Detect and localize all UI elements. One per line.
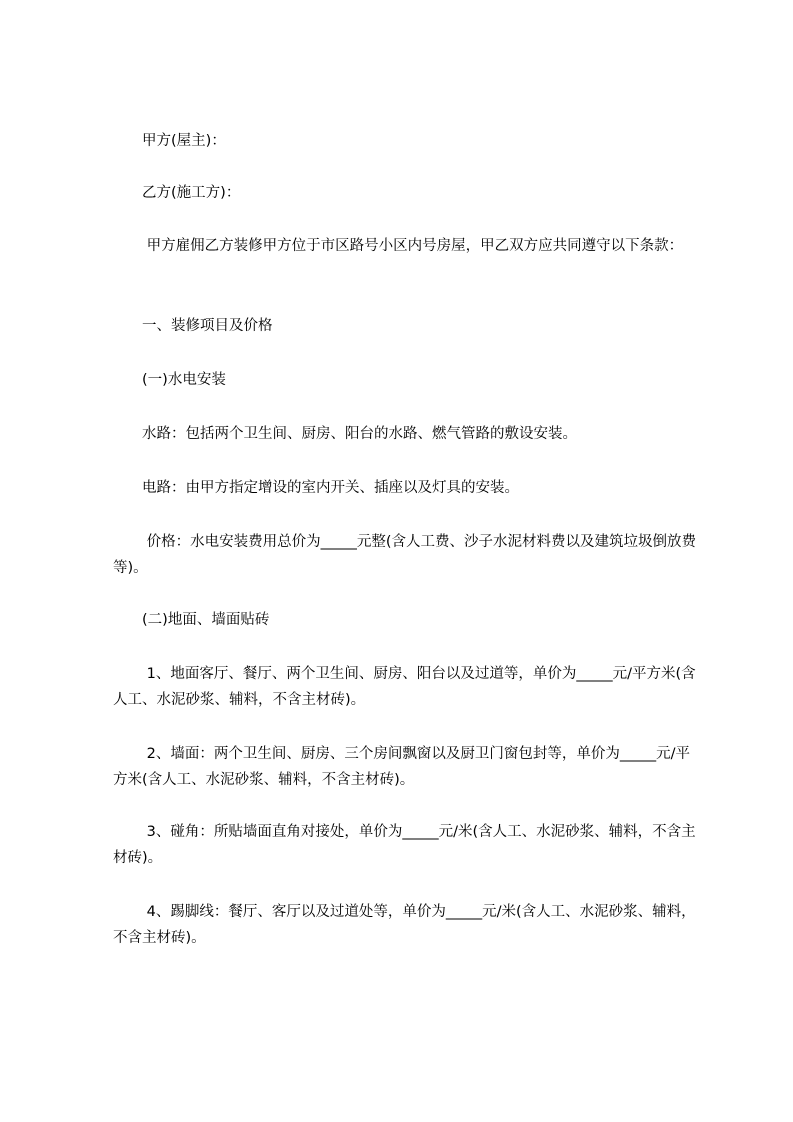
subsection-heading-tiling: (二)地面、墙面贴砖 — [113, 612, 270, 628]
tiling-item-1: 1、地面客厅、餐厅、两个卫生间、厨房、阳台以及过道等，单价为_____元/平方米(含人工、水泥砂浆、辅料，不含主材砖)。 — [113, 666, 696, 708]
section-heading-1: 一、装修项目及价格 — [113, 318, 273, 334]
price-paragraph: 价格：水电安装费用总价为_____元整(含人工费、沙子水泥材料费以及建筑垃圾倒放费等)。 — [113, 534, 697, 576]
water-line-paragraph: 水路：包括两个卫生间、厨房、阳台的水路、燃气管路的敷设安装。 — [113, 426, 577, 442]
party-b-line: 乙方(施工方)： — [113, 185, 241, 201]
tiling-item-3: 3、碰角：所贴墙面直角对接处，单价为_____元/米(含人工、水泥砂浆、辅料，不含主材砖)。 — [113, 824, 696, 866]
party-a-line: 甲方(屋主)： — [113, 133, 226, 149]
subsection-heading-water-electric: (一)水电安装 — [113, 372, 226, 388]
electric-line-paragraph: 电路：由甲方指定增设的室内开关、插座以及灯具的安装。 — [113, 480, 519, 496]
intro-paragraph: 甲方雇佣乙方装修甲方位于市区路号小区内号房屋，甲乙双方应共同遵守以下条款： — [113, 238, 684, 254]
tiling-item-4: 4、踢脚线：餐厅、客厅以及过道处等，单价为_____元/米(含人工、水泥砂浆、辅料，不含主材砖)。 — [113, 904, 696, 946]
tiling-item-2: 2、墙面：两个卫生间、厨房、三个房间飘窗以及厨卫门窗包封等，单价为_____元/平方米(含人工、水泥砂浆、辅料，不含主材砖)。 — [113, 746, 690, 788]
